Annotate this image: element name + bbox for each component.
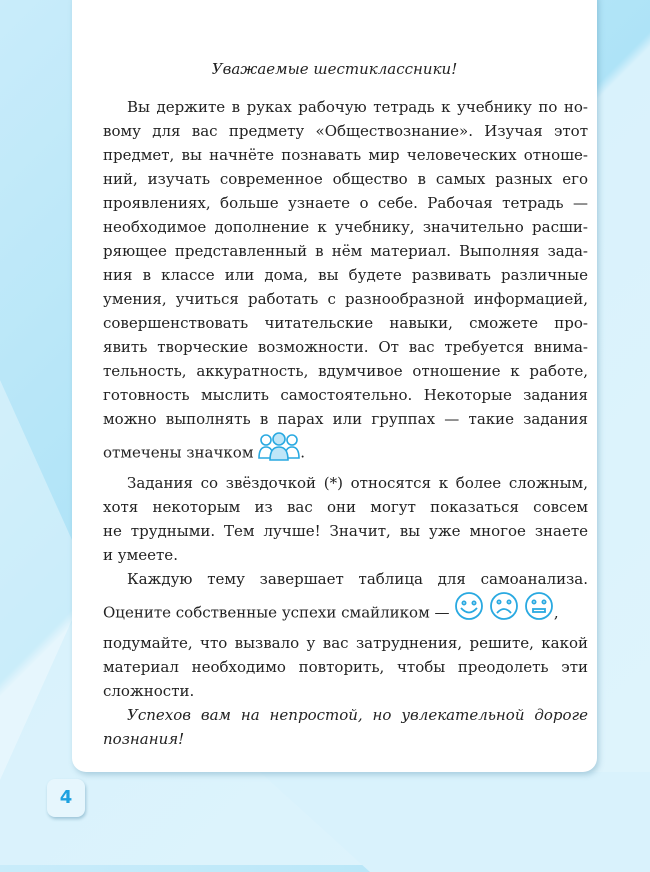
text-line [103,431,588,471]
text-line: и умеете. [103,546,178,564]
text-fragment: отмечены значком [103,443,254,462]
closing-line: познания! [103,730,185,748]
text-line: ряющее представленный в нём материал. Выполняя зада- [103,242,588,260]
text-line: материал необходимо повторить, чтобы преодолеть эти [103,658,588,676]
text-line: вому для вас предмету «Обществознание». Изучая этот [103,122,588,140]
text-line: Задания со звёздочкой (*) относятся к более сложным, [127,474,588,492]
text-line: готовность мыслить самостоятельно. Некоторые задания [103,386,588,404]
group-icon [258,431,300,476]
text-line: ния в классе или дома, вы будете развивать различные [103,266,588,284]
text-fragment: Оцените собственные успехи смайликом — [103,603,450,622]
text-line: Вы держите в руках рабочую тетрадь к учебнику по но- [127,98,588,116]
text-line: сложности. [103,682,195,700]
text-line: умения, учиться работать с разнообразной информацией, [103,290,588,308]
text-line: тельность, аккуратность, вдумчивое отношение к работе, [103,362,588,380]
text-fragment: . [300,443,306,462]
text-line: хотя некоторым из вас они могут показаться совсем [103,498,588,516]
text-line: можно выполнять в парах или группах — такие задания [103,410,588,428]
text-fragment: , [553,603,559,622]
text-line: не трудными. Тем лучше! Значит, вы уже многое знаете [103,522,588,540]
sad-icon [489,591,519,636]
closing-line: Успехов вам на непростой, но увлекательной дороге [127,706,588,724]
text-line: совершенствовать читательские навыки, сможете про- [103,314,588,332]
text-line [103,591,588,631]
text-line: предмет, вы начнёте познавать мир человеческих отноше- [103,146,588,164]
body-text [103,95,588,751]
text-line: необходимое дополнение к учебнику, значительно расши- [103,218,588,236]
text-line: явить творческие возможности. От вас требуется внима- [103,338,588,356]
text-line: Каждую тему завершает таблица для самоанализа. [127,570,588,588]
text-line: подумайте, что вызвало у вас затруднения, решите, какой [103,634,588,652]
background-shape-right [260,772,650,872]
text-line: ний, изучать современное общество в самых разных его [103,170,588,188]
page-title: Уважаемые шестиклассники! [211,60,458,78]
neutral-icon [524,591,554,636]
page-number: 4 [47,779,85,817]
smile-icon [454,591,484,636]
text-line: проявлениях, больше узнаете о себе. Рабочая тетрадь — [103,194,588,212]
